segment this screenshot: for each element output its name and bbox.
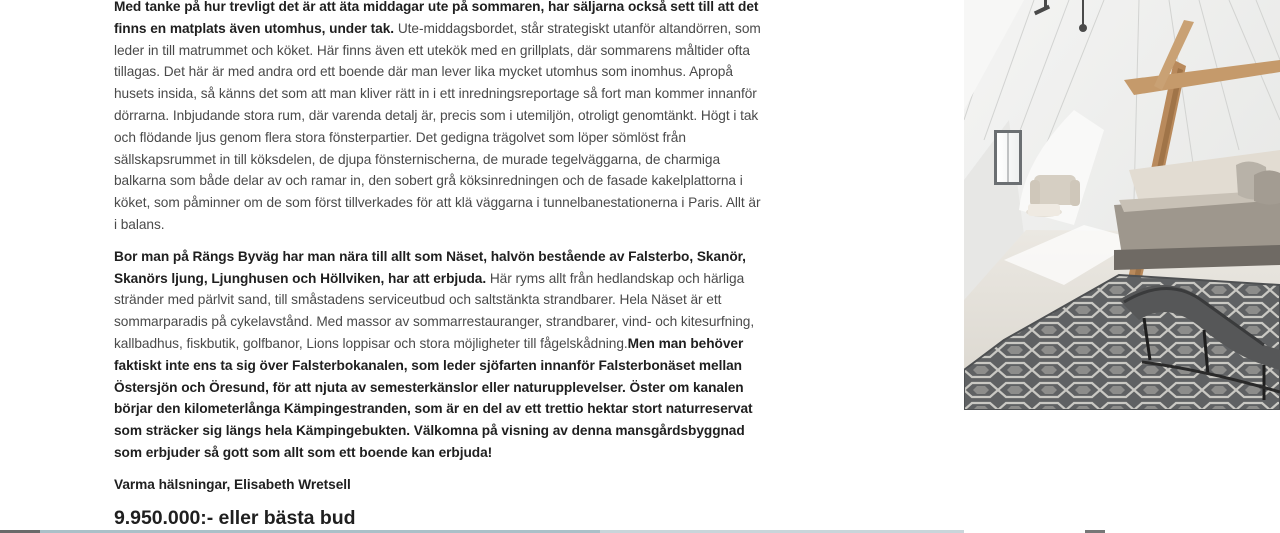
listing-description xyxy=(114,0,764,531)
paragraph-lead: Bor man på Rängs Byväg har man nära till allt som Näset, halvön bestående av Falsterbo, Skanör, Skanörs ljung, Ljunghusen och Höllviken, har att erbjuda. xyxy=(114,248,746,286)
agent-signature: Varma hälsningar, Elisabeth Wretsell xyxy=(114,476,351,492)
listing-price: 9.950.000:- eller bästa bud xyxy=(114,506,356,529)
paragraph-lead: Med tanke på hur trevligt det är att äta middagar ute på sommaren, har säljarna också sett till att det finns en matplats även utomhus, under tak. xyxy=(114,0,759,36)
description-paragraph-outdoor xyxy=(114,0,764,236)
description-paragraph-location xyxy=(114,246,764,464)
bedroom-photo[interactable] xyxy=(964,0,1280,410)
paragraph-closing: Men man behöver faktiskt inte ens ta sig över Falsterbokanalen, som leder sjöfarten innanför Falsterbonäset mellan Östersjön och Öresund, för att njuta av semesterkänslor eller naturupplevelser. Öster om kanalen börjar den kilometerlånga Kämpingestranden, som är en del av ett trettio hektar stort naturreservat som sträcker sig längs hela Kämpingebukten. Välkomna på visning av denna mansgårdsbyggnad som erbjuder så gott som allt som ett boende kan erbjuda! xyxy=(114,335,753,460)
bedroom-photo-image xyxy=(964,0,1280,410)
paragraph-body: Här ryms allt från hedlandskap och härliga stränder med pärlvit sand, till småstadens serviceutbud och saltstänkta strandbarer. Hela Näset är ett sommarparadis på cykelavstånd. Med massor av sommarrestauranger, strandbarer, vind- och kitesurfning, kallbadhus, fiskbutik, golfbanor, Lions loppisar och stora möjligheter till fågelskådning. xyxy=(114,270,755,351)
paragraph-body: Ute-middagsbordet, står strategiskt utanför altandörren, som leder in till matrummet och köket. Här finns även ett utekök med en grillplats, där sommarens måltider ofta tillagas. Det här är med andra ord ett boende där man lever lika mycket utomhus som inomhus. Apropå husets insida, så känns det som att man kliver rätt in i ett inredningsreportage så fort man kommer innanför dörrarna. Inbjudande stora rum, där varenda detalj är, precis som i utemiljön, otroligt genomtänkt. Högt i tak och flödande ljus genom flera stora fönsterpartier. Det gedigna trägolvet som löper sömlöst från sällskapsrummet in till köksdelen, de djupa fönsternischerna, de murade tegelväggarna, de charmiga balkarna som både delar av och ramar in, den sobert grå köksinredningen och de fasade kakelplattorna i köket, som påminner om de som först tillverkades för att klä väggarna i tunnelbanestationerna i Paris. Allt är i balans. xyxy=(114,20,761,232)
